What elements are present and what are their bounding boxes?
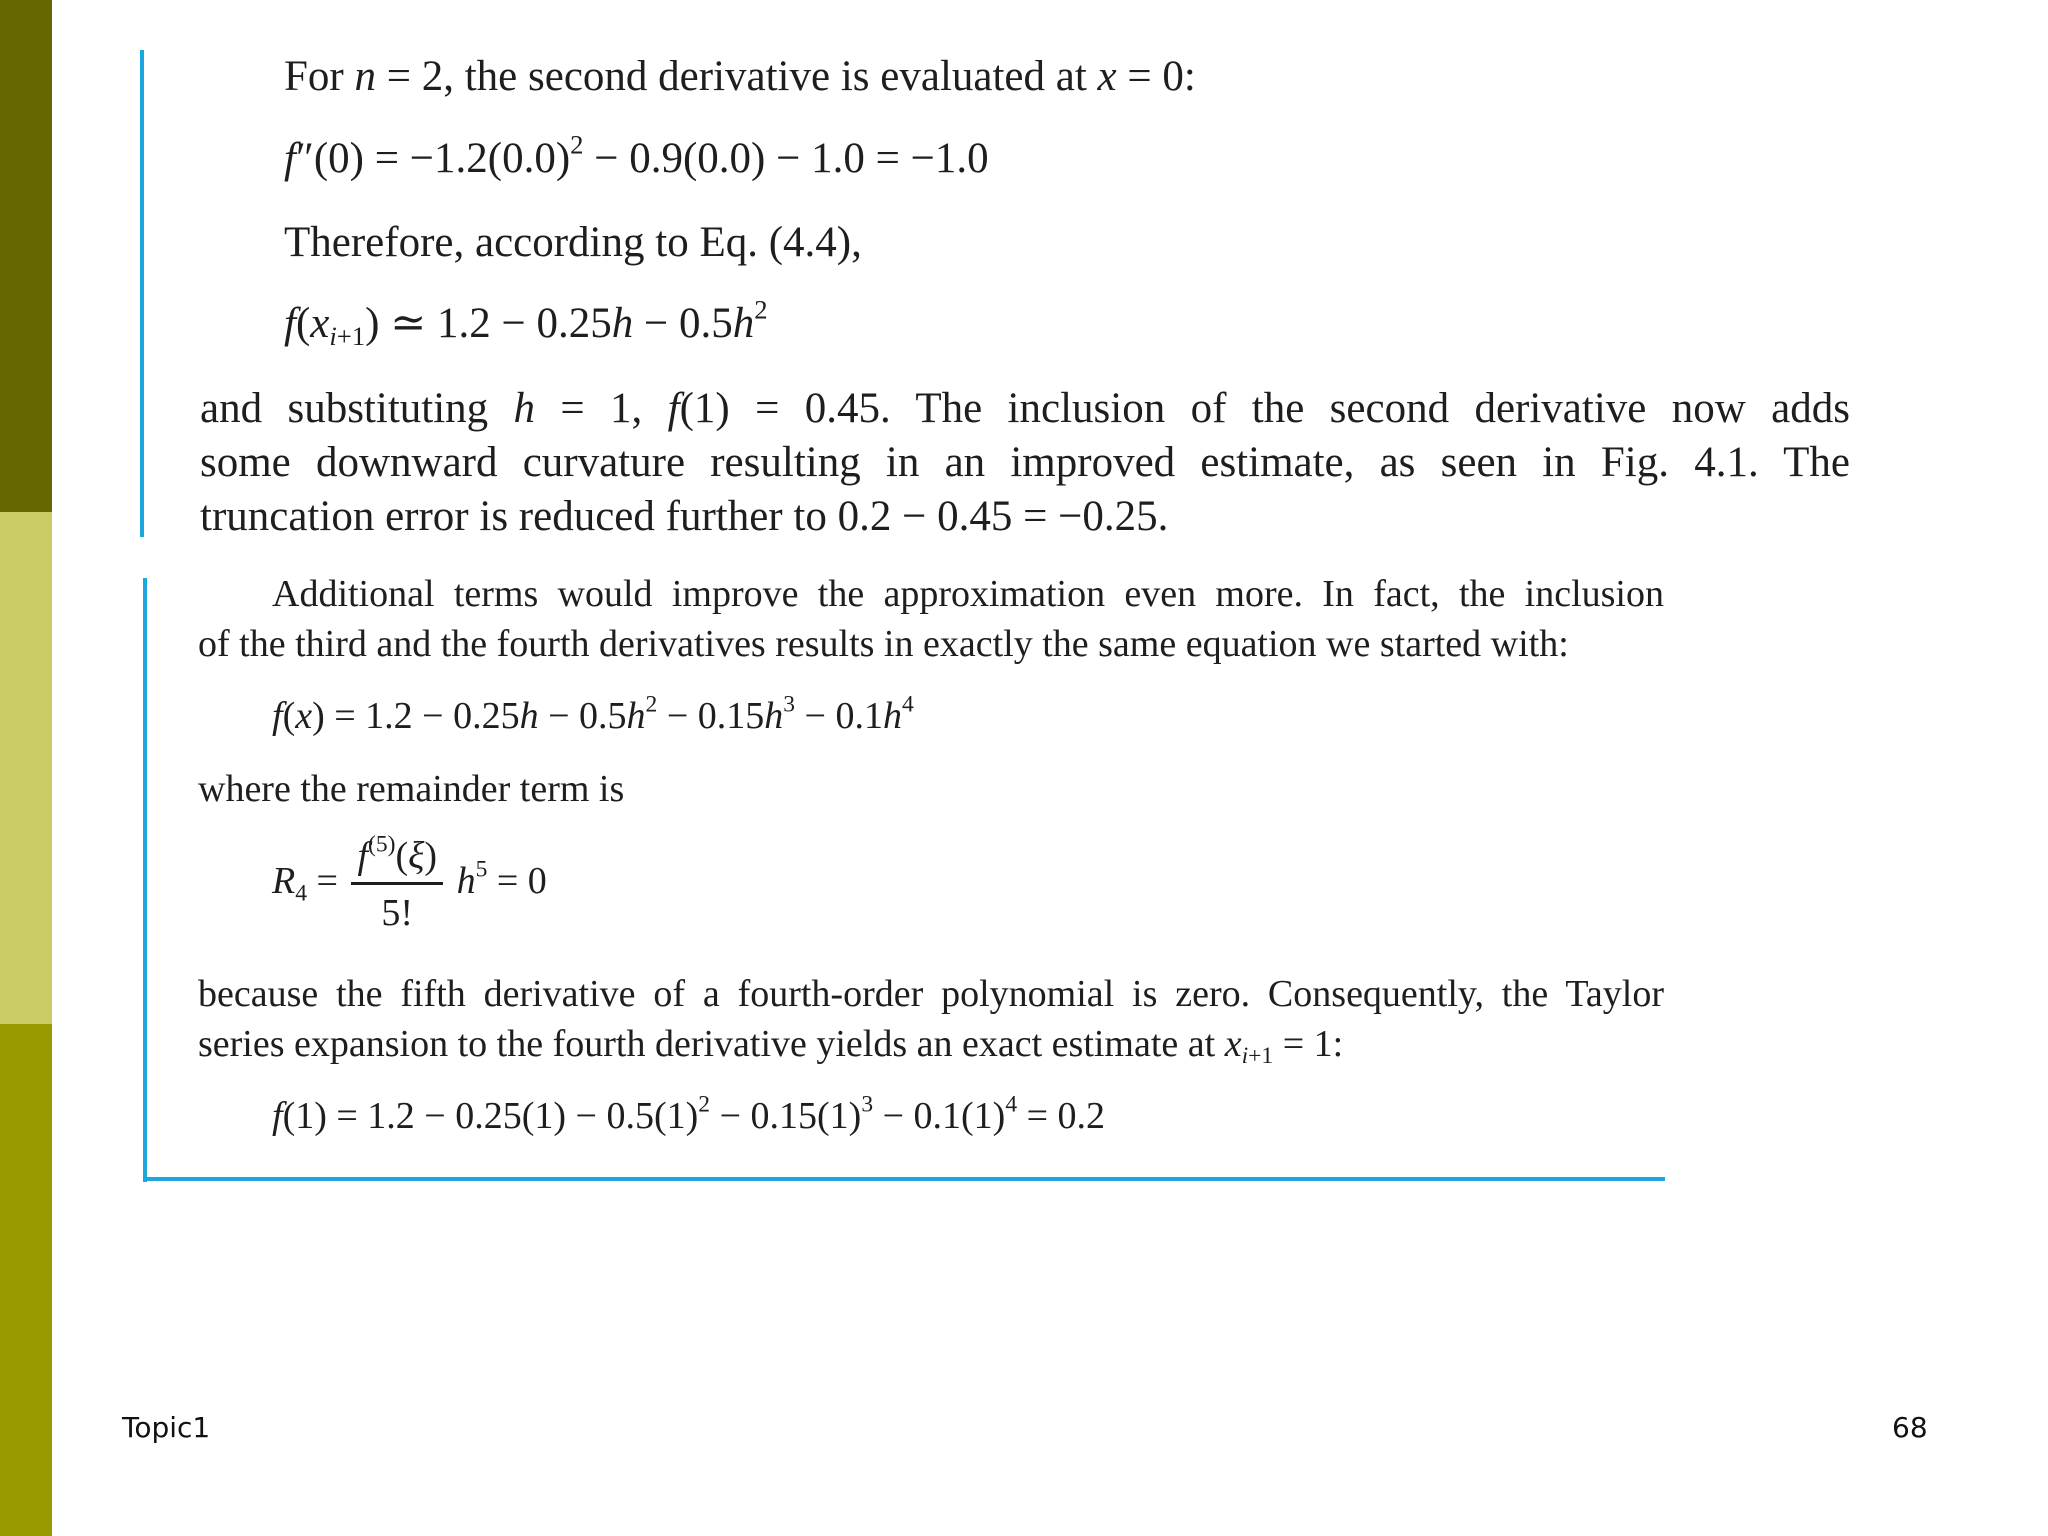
remainder-equation: $R_4$ = $\frac{f^{(5)}(\xi)}{5!}$ $h^5 = 0$ [272, 831, 547, 934]
top-paragraph-line-2: some downward curvature resulting in an improved estimate, as seen in Fig. 4.1. The [200, 439, 1850, 486]
bottom-paragraph1-line-2: of the third and the fourth derivatives results in exactly the same equation we started with: [198, 623, 1569, 665]
approximation-equation: $f(x_{i+1})$ ≃ $1.2 - 0.25h - 0.5h^2$ [284, 294, 768, 351]
page-number: 68 [1892, 1411, 1928, 1444]
side-band-mid [0, 1024, 52, 1536]
bottom-box-left-rule [143, 578, 147, 1182]
bottom-box-bottom-rule [143, 1177, 1665, 1181]
exact-estimate-equation: $f(1) = 1.2 - 0.25(1) - 0.5(1)^2 - 0.15(1)^3 - 0.1(1)^4 = 0.2$ [272, 1091, 1106, 1137]
bottom-paragraph2-line-2: series expansion to the fourth derivative yields an exact estimate at $x_{i+1} = 1$: [198, 1023, 1344, 1070]
remainder-fraction: $\frac{f^{(5)}(\xi)}{5!}$ [351, 834, 443, 935]
top-intro-line: For n = 2, the second derivative is evaluated at x = 0: [284, 53, 1196, 100]
full-polynomial-equation: $f(x) = 1.2 - 0.25h - 0.5h^2 - 0.15h^3 - 0.1h^4$ [272, 691, 914, 737]
second-derivative-equation: $f''(0) = -1.2(0.0)^2 - 0.9(0.0) - 1.0 = -1.0$ [284, 129, 989, 182]
side-band-light [0, 512, 52, 1024]
bottom-paragraph1-line-1: Additional terms would improve the approximation even more. In fact, the inclusion [272, 573, 1664, 615]
bottom-paragraph2-line-1: because the fifth derivative of a fourth-order polynomial is zero. Consequently, the Taylor [198, 973, 1664, 1015]
top-paragraph-line-1: and substituting h = 1, f(1) = 0.45. The inclusion of the second derivative now adds [200, 385, 1850, 432]
top-paragraph-line-3: truncation error is reduced further to 0.2 − 0.45 = −0.25. [200, 493, 1169, 540]
therefore-line: Therefore, according to Eq. (4.4), [284, 219, 862, 266]
top-box-left-rule [140, 50, 144, 537]
footer-topic-label: Topic1 [122, 1411, 211, 1444]
remainder-intro-line: where the remainder term is [198, 768, 625, 810]
side-band-dark [0, 0, 52, 512]
